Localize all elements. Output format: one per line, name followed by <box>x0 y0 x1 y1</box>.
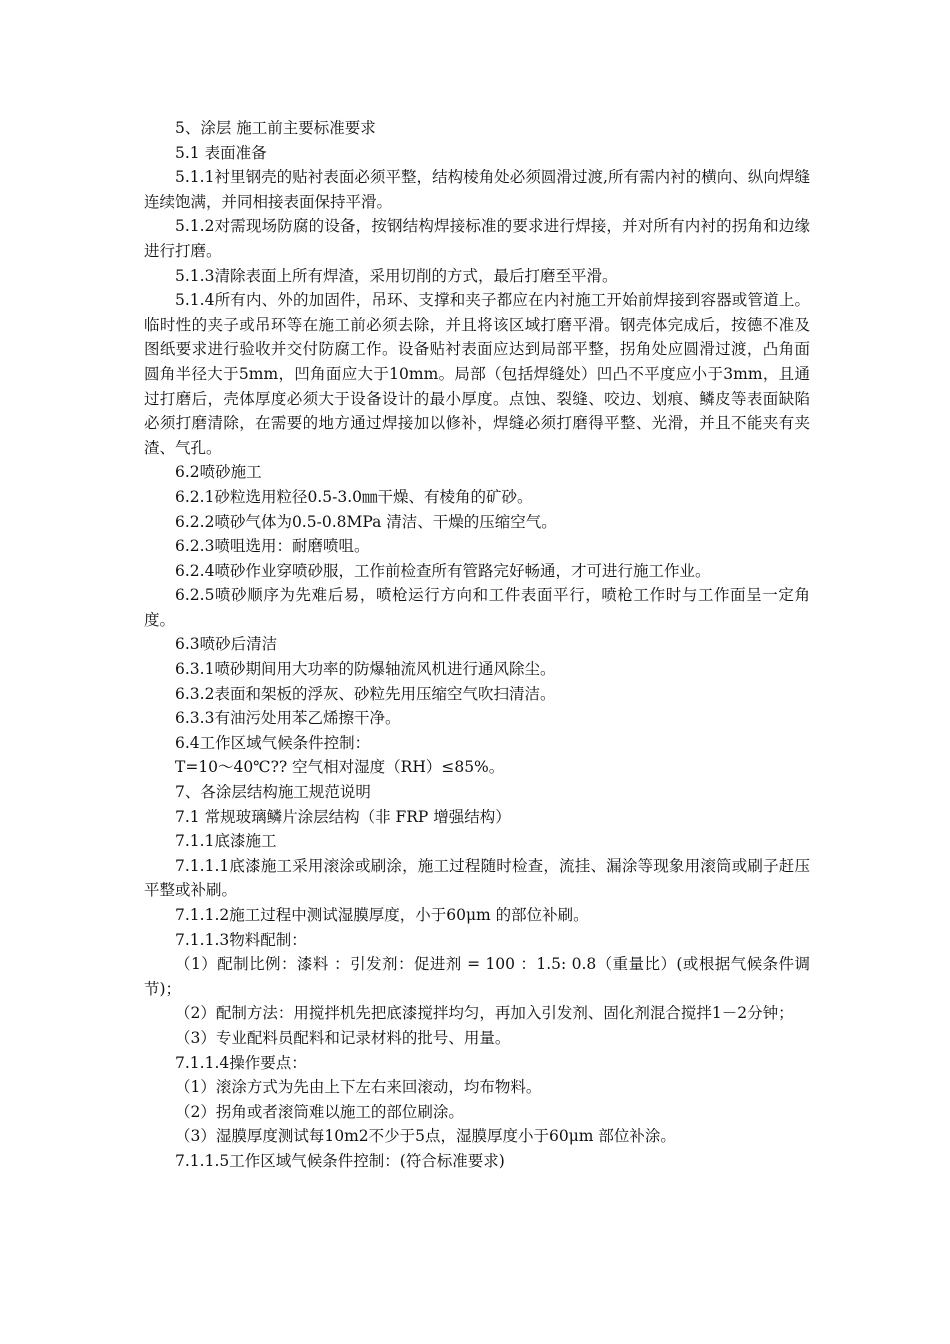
paragraph-6-2-5: 6.2.5喷砂顺序为先难后易，喷枪运行方向和工件表面平行，喷枪工作时与工作面呈一定角度。 <box>144 586 810 629</box>
paragraph-7-1-1-3: 7.1.1.3物料配制： <box>175 930 307 949</box>
paragraph-6-2-2: 6.2.2喷砂气体为0.5-0.8MPa 清洁、干燥的压缩空气。 <box>175 512 557 531</box>
list-item-batch-record: （3）专业配料员配料和记录材料的批号、用量。 <box>175 1028 511 1047</box>
paragraph-6-3-2: 6.3.2表面和架板的浮灰、砂粒先用压缩空气吹扫清洁。 <box>175 684 556 703</box>
paragraph-6-2-3: 6.2.3喷咀选用：耐磨喷咀。 <box>175 537 370 556</box>
paragraph-7-1-1-1: 7.1.1.1底漆施工采用滚涂或刷涂，施工过程随时检查，流挂、漏涂等现象用滚筒或刷子赶压平整或补刷。 <box>144 856 810 900</box>
paragraph-climate-6-4: T=10～40℃?? 空气相对湿度（RH）≤85%。 <box>175 758 505 777</box>
subsection-heading-7-1: 7.1 常规玻璃鳞片涂层结构（非 FRP 增强结构） <box>175 807 511 826</box>
subsection-heading-5-1: 5.1 表面准备 <box>175 143 267 162</box>
paragraph-6-2-4: 6.2.4喷砂作业穿喷砂服，工作前检查所有管路完好畅通，才可进行施工作业。 <box>175 561 711 580</box>
subsection-heading-6-2: 6.2喷砂施工 <box>175 463 262 482</box>
paragraph-5-1-3: 5.1.3清除表面上所有焊渣，采用切削的方式，最后打磨至平滑。 <box>175 266 618 285</box>
paragraph-6-3-3: 6.3.3有油污处用苯乙烯擦干净。 <box>175 709 401 728</box>
list-item-mix-method: （2）配制方法：用搅拌机先把底漆搅拌均匀，再加入引发剂、固化剂混合搅拌1－2分钟； <box>175 1004 794 1023</box>
paragraph-7-1-1-2: 7.1.1.2施工过程中测试湿膜厚度，小于60μm 的部位补刷。 <box>175 906 589 924</box>
paragraph-5-1-1: 5.1.1衬里钢壳的贴衬表面必须平整，结构棱角处必须圆滑过渡,所有需内衬的横向、纵向焊缝连续饱满，并同相接表面保持平滑。 <box>144 168 810 211</box>
subsection-heading-6-4: 6.4工作区域气候条件控制： <box>175 733 371 752</box>
paragraph-5-1-2: 5.1.2对需现场防腐的设备，按钢结构焊接标准的要求进行焊接，并对所有内衬的拐角和边缘进行打磨。 <box>144 217 810 260</box>
paragraph-5-1-4: 5.1.4所有内、外的加固件，吊环、支撑和夹子都应在内衬施工开始前焊接到容器或管道上。临时性的夹子或吊环等在施工前必须去除，并且将该区域打磨平滑。钢壳体完成后，按德不准及图纸要求进行验收并交付防腐工作。设备贴衬表面应达到局部平整，拐角处应圆滑过渡，凸角面圆角半径大于5mm，凹角面应大于10mm。局部（包括焊缝处）凹凸不平度应小于3mm，且通过打磨后，壳体厚度必须大于设备设计的最小厚度。点蚀、裂缝、咬边、划痕、鳞皮等表面缺陷必须打磨清除，在需要的地方通过焊接加以修补，焊缝必须打磨得平整、光滑，并且不能夹有夹渣、气孔。 <box>144 291 810 457</box>
section-heading-5: 5、涂层 施工前主要标准要求 <box>175 119 376 137</box>
paragraph-6-2-1: 6.2.1砂粒选用粒径0.5-3.0㎜干燥、有棱角的矿砂。 <box>175 487 533 506</box>
paragraph-7-1-1-4: 7.1.1.4操作要点： <box>175 1053 307 1072</box>
paragraph-7-1-1-5: 7.1.1.5工作区域气候条件控制：(符合标准要求) <box>175 1151 505 1170</box>
list-item-wet-film-test: （3）湿膜厚度测试每10m2不少于5点，湿膜厚度小于60μm 部位补涂。 <box>175 1127 676 1146</box>
paragraph-6-3-1: 6.3.1喷砂期间用大功率的防爆轴流风机进行通风除尘。 <box>175 660 556 679</box>
subsection-heading-7-1-1: 7.1.1底漆施工 <box>175 832 277 851</box>
list-item-brushing: （2）拐角或者滚筒难以施工的部位刷涂。 <box>175 1102 464 1121</box>
document-page <box>144 116 810 1174</box>
list-item-rolling: （1）滚涂方式为先由上下左右来回滚动，均布物料。 <box>175 1078 542 1097</box>
subsection-heading-6-3: 6.3喷砂后清洁 <box>175 635 278 654</box>
list-item-mix-ratio: （1）配制比例：漆料 ：引发剂：促进剂 = 100 ：1.5: 0.8（重量比）(或根据气候条件调节)； <box>144 955 810 998</box>
section-heading-7: 7、各涂层结构施工规范说明 <box>175 783 371 802</box>
